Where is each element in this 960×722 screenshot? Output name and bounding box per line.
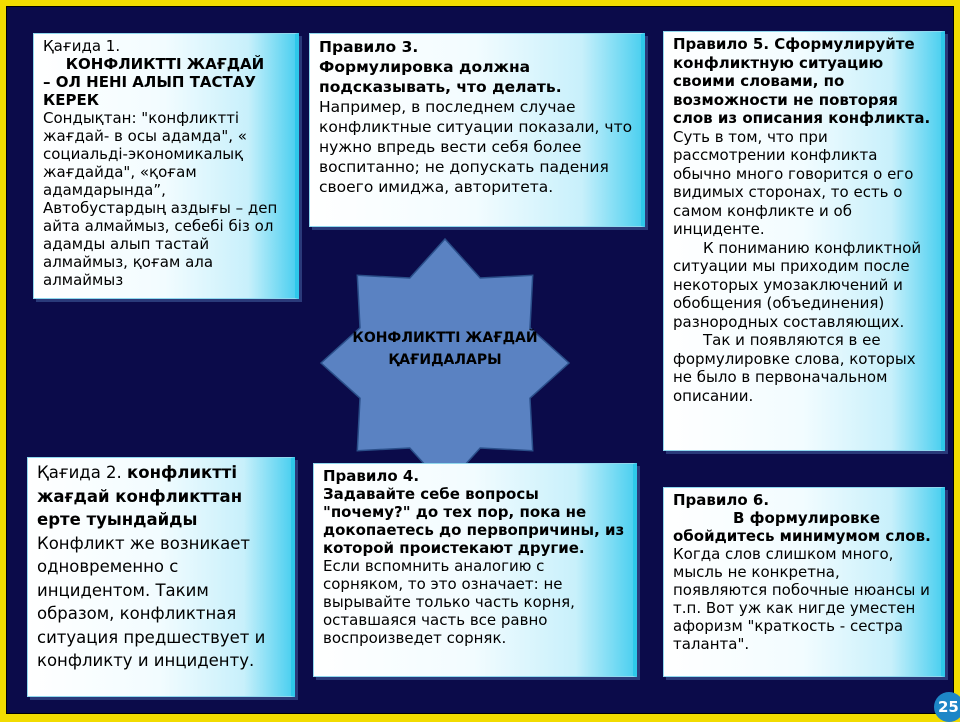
rule-4-title: Правило 4.: [323, 467, 420, 485]
rule-1-title-line1: КОНФЛИКТТІ ЖАҒДАЙ: [65, 55, 265, 73]
center-title-line1: КОНФЛИКТТІ ЖАҒДАЙ: [352, 330, 538, 346]
center-star: [315, 233, 575, 493]
rule-5-text-2: К пониманию конфликтной ситуации мы приходим после некоторых умозаключений и обобщения (объединения) разнородных составляющих.: [673, 238, 922, 331]
rule-6-text: Когда слов слишком много, мысль не конкретна, появляются побочные нюансы и т.п. Вот уж как нигде уместен афоризм "краткость - сестра таланта".: [673, 545, 930, 653]
rule-2-box: [27, 457, 295, 697]
rule-1-box: [33, 33, 299, 299]
rule-2-title: конфликтті жағдай конфликттан ерте туындайды: [37, 463, 243, 529]
rule-3-title: Правило 3.: [319, 38, 419, 56]
rule-4-box: [313, 463, 637, 677]
rule-1-text: Сондықтан: "конфликтті жағдай- в осы адамда", « социальді-экономикалық жағдайда", «қоғам адамдарында”, Автобустардың аздығы – деп айта алмаймыз, себебі біз ол адамды алып тастай алмаймыз, қоғам ала алмаймыз: [43, 109, 278, 289]
rule-5-text-1: Суть в том, что при рассмотрении конфликта обычно много говорится о его видимых сторонах, то есть о самом конфликте и об инциденте.: [673, 127, 914, 238]
rule-6-title: Правило 6.: [673, 491, 770, 509]
rule-4-subtitle: Задавайте себе вопросы "почему?" до тех пор, пока не докопаетесь до первопричины, из которой проистекают другие.: [323, 485, 625, 557]
rule-3-box: [309, 33, 645, 227]
rule-2-text: Конфликт же возникает одновременно с инцидентом. Таким образом, конфликтная ситуация предшествует и конфликту и инциденту.: [37, 533, 266, 670]
rule-5-title: Правило 5. Сформулируйте конфликтную ситуацию своими словами, по возможности не повторяя слов из описания конфликта.: [673, 35, 931, 127]
rule-4-text: Если вспомнить аналогию с сорняком, то это означает: не вырывайте только часть корня, оставшаяся часть все равно воспроизведет сорняк.: [323, 557, 575, 647]
rule-5-text-3: Так и появляются в ее формулировке слова, которых не было в первоначальном описании.: [673, 331, 916, 405]
page-number-badge: 25: [934, 692, 960, 722]
rule-6-subtitle: В формулировке обойдитесь минимумом слов.: [673, 509, 931, 545]
slide-panel: [7, 7, 953, 713]
rule-2-head: Қағида 2.: [37, 463, 122, 482]
rule-5-box: [663, 31, 945, 451]
rule-3-subtitle: Формулировка должна подсказывать, что делать.: [319, 58, 562, 96]
center-title-line2: ҚАҒИДАЛАРЫ: [388, 352, 502, 368]
rule-6-box: [663, 487, 945, 677]
rule-3-text: Например, в последнем случае конфликтные ситуации показали, что нужно впредь вести себя более воспитанно; не допускать падения своего имиджа, авторитета.: [319, 98, 633, 196]
rule-1-title-line2: – ОЛ НЕНІ АЛЫП ТАСТАУ КЕРЕК: [43, 73, 256, 109]
rule-2-heading: [37, 461, 283, 532]
rule-1-head: Қағида 1.: [43, 37, 121, 55]
center-title: [315, 327, 575, 371]
